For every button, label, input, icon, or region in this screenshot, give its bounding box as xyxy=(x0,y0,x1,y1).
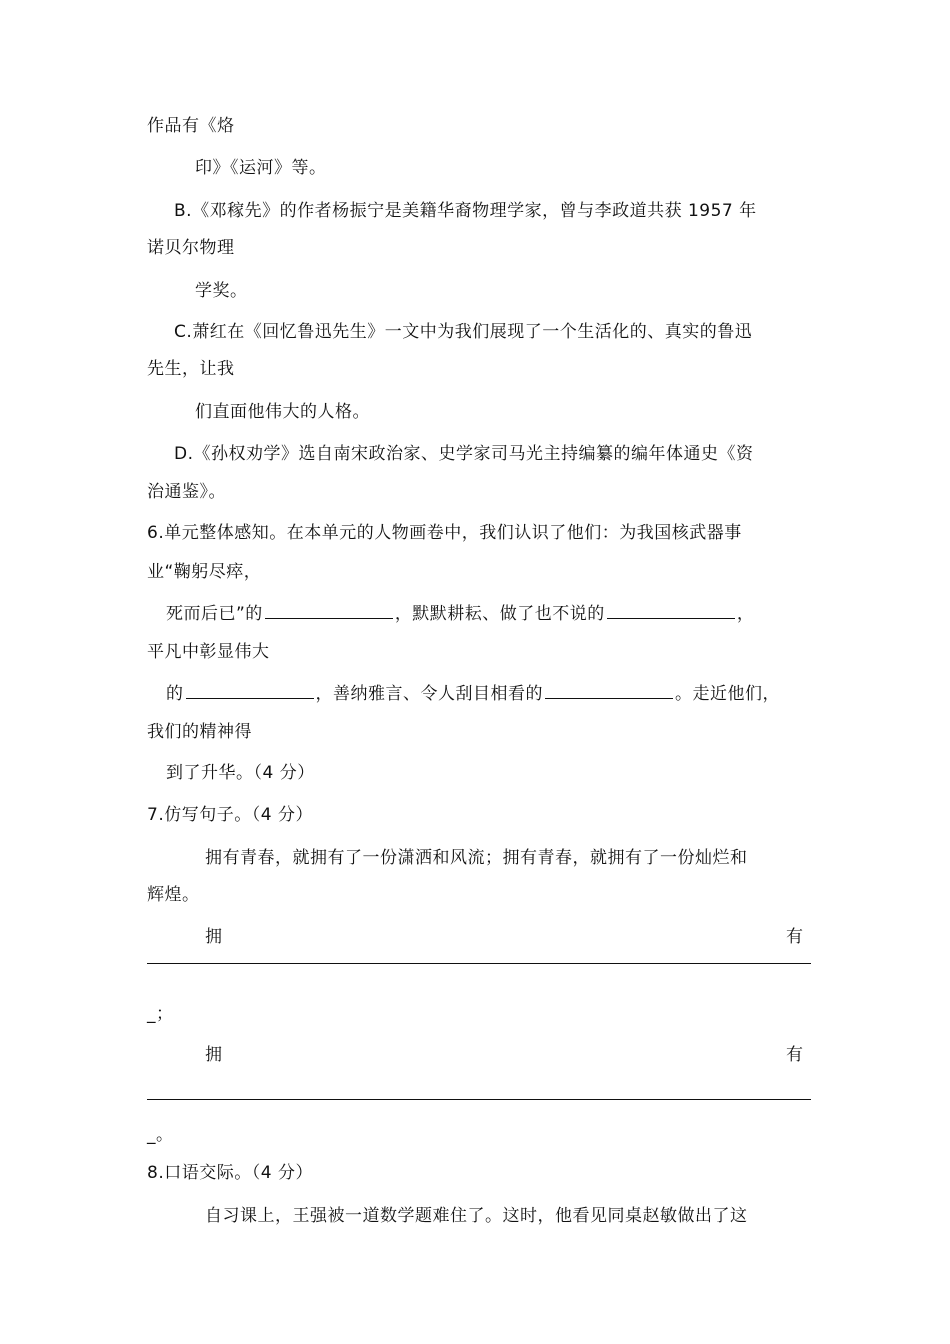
example-sentence: 拥有青春，就拥有了一份潇洒和风流；拥有青春，就拥有了一份灿烂和 xyxy=(205,848,748,868)
fill-line xyxy=(166,602,754,625)
text-segment: ， xyxy=(736,604,755,624)
answer-blank[interactable] xyxy=(186,682,314,699)
answer-blank[interactable] xyxy=(265,602,393,619)
text-segment: ，默默耕耘、做了也不说的 xyxy=(394,604,605,624)
text-segment: 。走近他们， xyxy=(675,684,780,704)
text-segment: 有 xyxy=(786,1045,803,1065)
fill-line xyxy=(166,682,780,705)
text-segment: 死而后已”的 xyxy=(166,604,263,624)
text-line: 们直面他伟大的人格。 xyxy=(195,402,370,422)
answer-line[interactable] xyxy=(147,1099,811,1100)
text-segment: 有 xyxy=(786,927,803,947)
text-line: 印》《运河》等。 xyxy=(195,158,327,178)
text-line: 业“鞠躬尽瘁， xyxy=(147,562,262,582)
option-d-line: D.《孙权劝学》选自南宋政治家、史学家司马光主持编纂的编年体通史《资 xyxy=(174,444,754,464)
answer-blank[interactable] xyxy=(545,682,673,699)
question-7-title: 7.仿写句子。（4 分） xyxy=(147,805,313,825)
text-segment: 拥 xyxy=(205,1045,223,1065)
option-c-line: C.萧红在《回忆鲁迅先生》一文中为我们展现了一个生活化的、真实的鲁迅 xyxy=(174,322,753,342)
text-line: 辉煌。 xyxy=(147,885,200,905)
answer-line[interactable] xyxy=(147,963,811,964)
text-line: 平凡中彰显伟大 xyxy=(147,642,270,662)
text-segment: 的 xyxy=(166,684,184,704)
text-line: 学奖。 xyxy=(195,281,248,301)
text-line: _。 xyxy=(147,1125,174,1145)
text-segment: ，善纳雅言、令人刮目相看的 xyxy=(315,684,543,704)
question-6-title: 6.单元整体感知。在本单元的人物画卷中，我们认识了他们：为我国核武器事 xyxy=(147,523,742,543)
text-segment: 拥 xyxy=(205,927,223,947)
text-line: 先生，让我 xyxy=(147,359,235,379)
text-line: 作品有《烙 xyxy=(147,116,235,136)
text-line: _； xyxy=(147,1004,174,1024)
text-line: 自习课上，王强被一道数学题难住了。这时，他看见同桌赵敏做出了这 xyxy=(205,1206,748,1226)
text-line: 到了升华。（4 分） xyxy=(166,763,315,783)
text-line: 治通鉴》。 xyxy=(147,482,226,502)
text-line: 我们的精神得 xyxy=(147,722,252,742)
question-8-title: 8.口语交际。（4 分） xyxy=(147,1163,313,1183)
option-b-line: B.《邓稼先》的作者杨振宁是美籍华裔物理学家，曾与李政道共获 1957 年 xyxy=(174,201,757,221)
text-line: 诺贝尔物理 xyxy=(147,238,235,258)
answer-blank[interactable] xyxy=(607,602,735,619)
